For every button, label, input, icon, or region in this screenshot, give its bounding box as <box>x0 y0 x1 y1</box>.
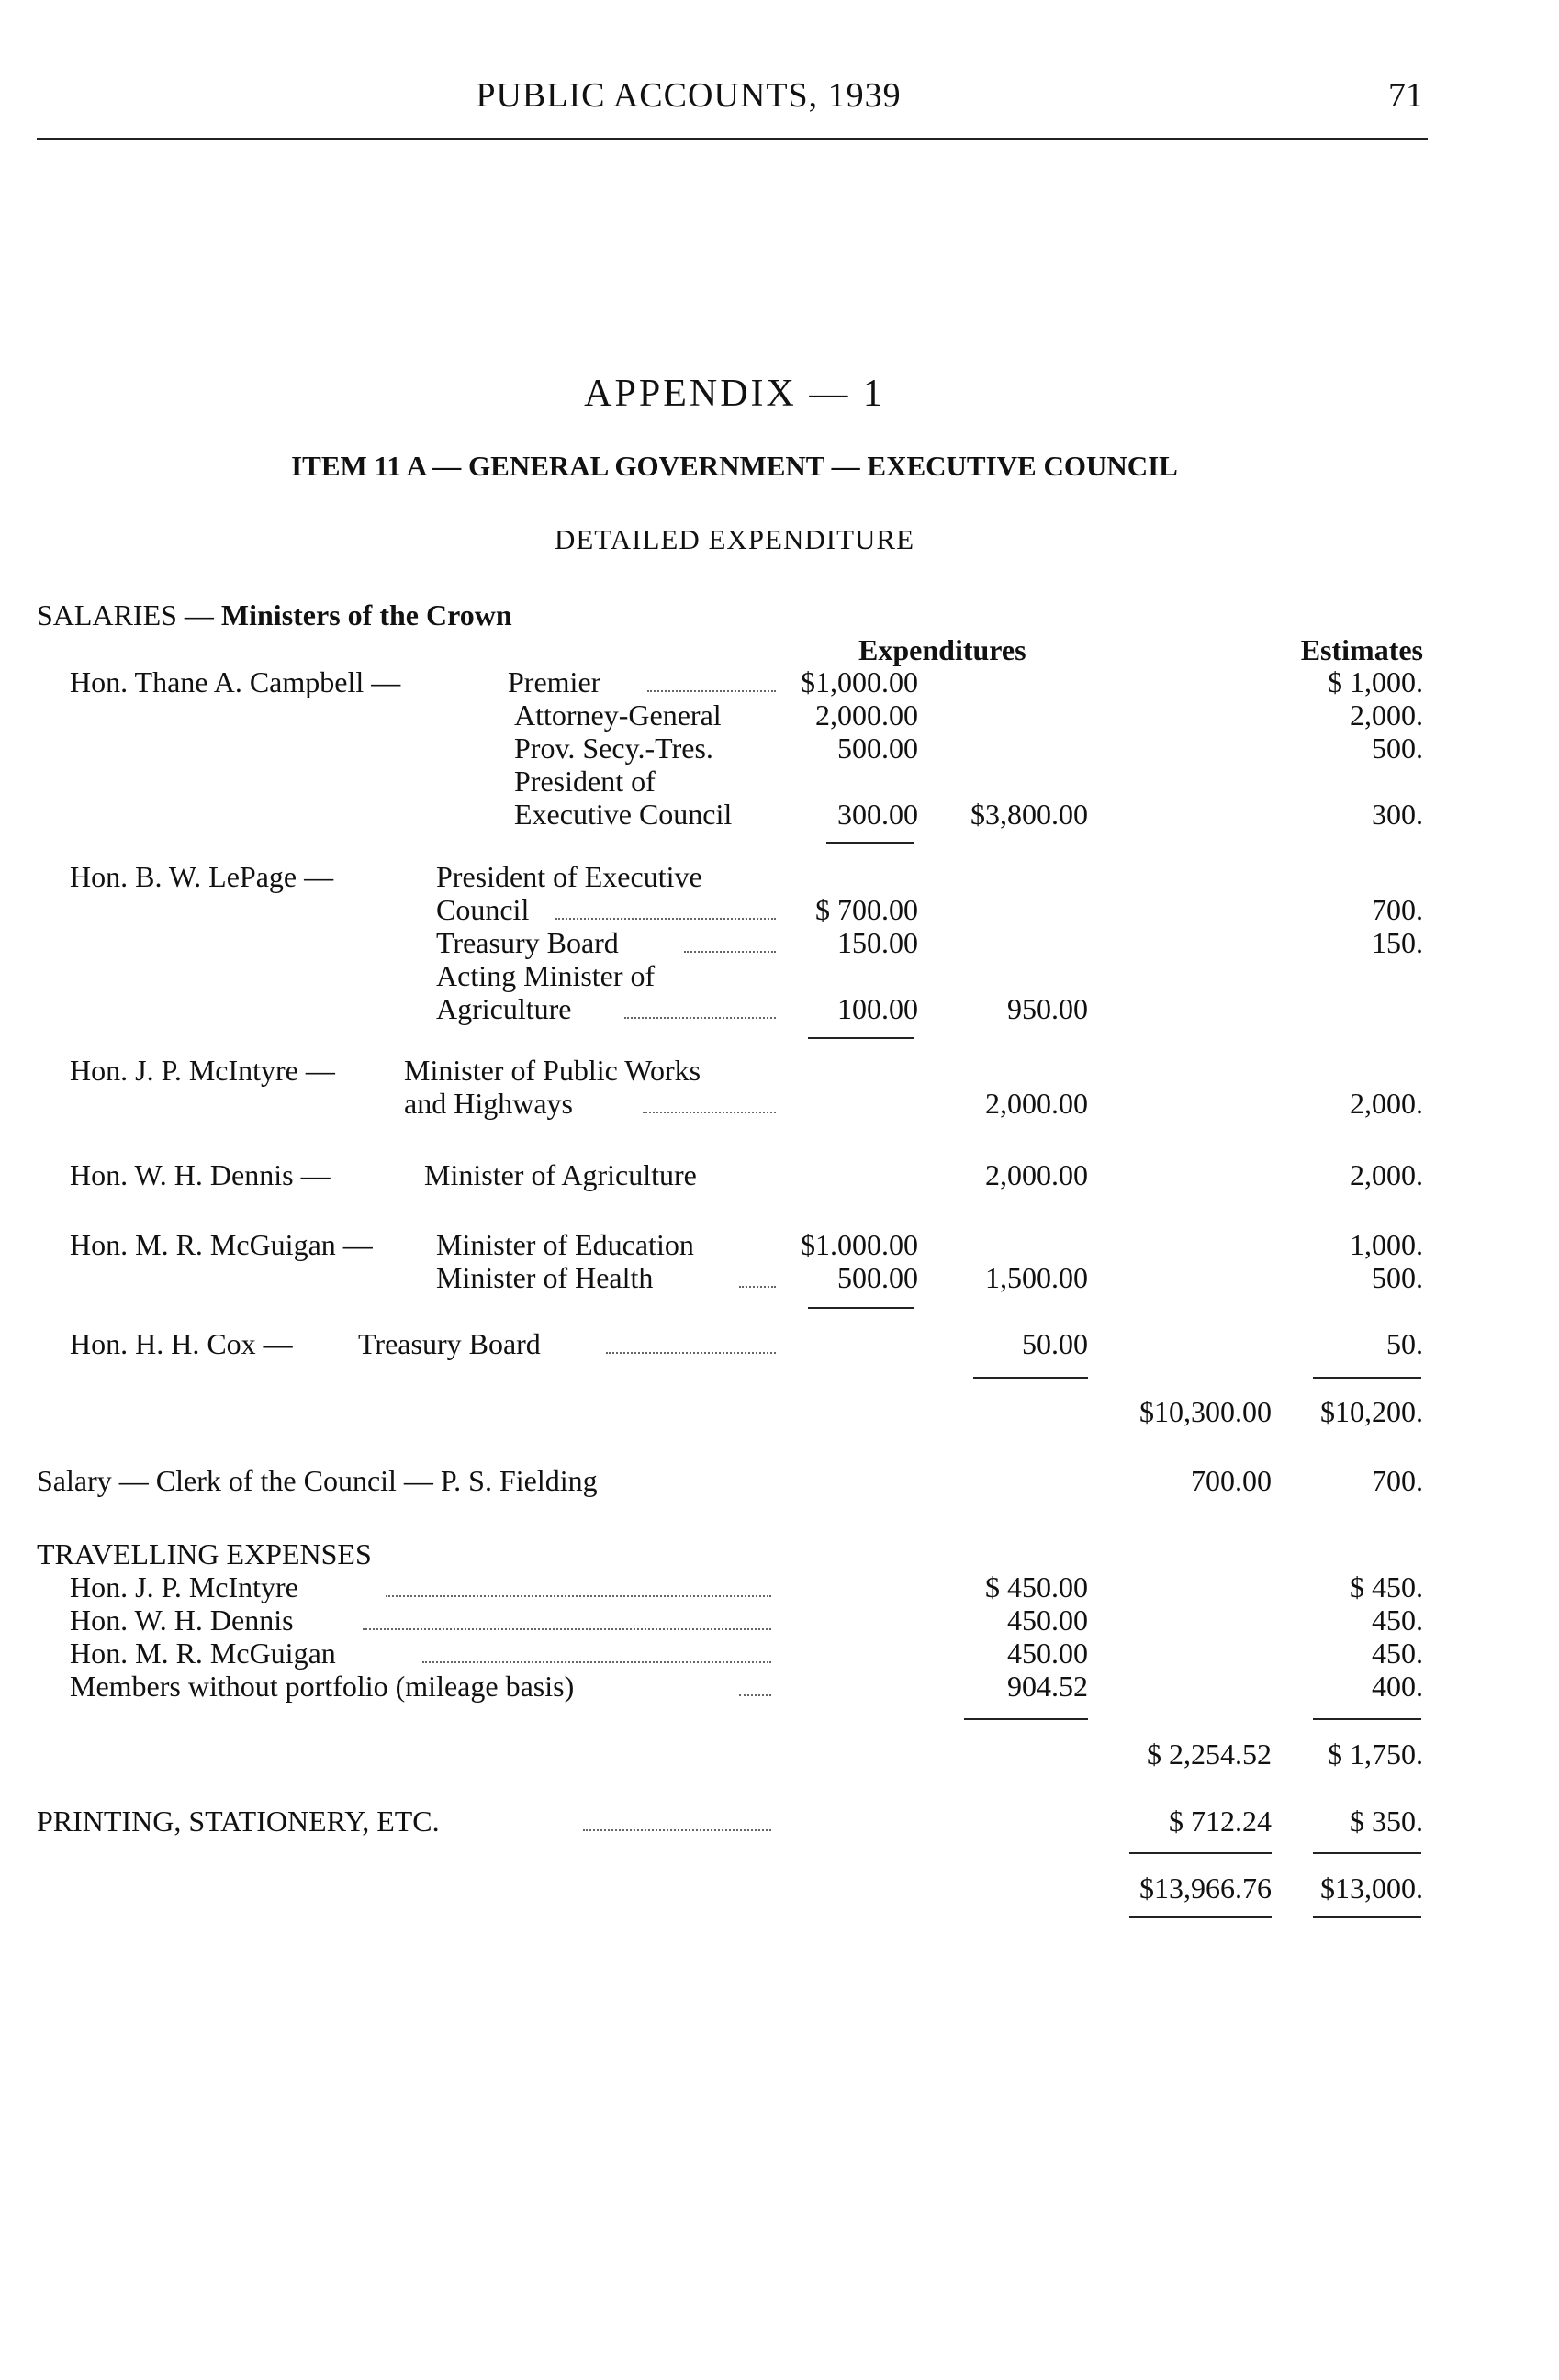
double-rule <box>1129 1916 1272 1918</box>
travelling-row-amount: 904.52 <box>1007 1670 1088 1703</box>
line-label: Minister of Education <box>436 1228 694 1261</box>
leader-dots <box>386 1595 771 1597</box>
leader-dots <box>363 1628 771 1630</box>
salaries-heading-prefix: SALARIES — <box>37 598 214 631</box>
line-amount: 150.00 <box>837 926 918 959</box>
salaries-total: $10,300.00 <box>1139 1395 1272 1428</box>
line-estimate: 2,000. <box>1350 1087 1423 1120</box>
leader-dots <box>422 1661 771 1663</box>
subtotal-amount: 950.00 <box>1007 992 1088 1025</box>
sum-rule <box>1313 1718 1421 1720</box>
line-label: Acting Minister of <box>436 959 656 992</box>
line-estimate: 50. <box>1386 1327 1423 1360</box>
grand-total-estimate: $13,000. <box>1320 1872 1423 1905</box>
travelling-row-amount: $ 450.00 <box>985 1570 1088 1603</box>
line-amount: 2,000.00 <box>815 698 918 732</box>
leader-dots <box>555 918 776 920</box>
travelling-row-estimate: $ 450. <box>1350 1570 1423 1603</box>
travelling-row-label: Hon. W. H. Dennis <box>70 1603 294 1637</box>
running-header-title: PUBLIC ACCOUNTS, 1939 <box>476 76 902 115</box>
minister-name-mcintyre: Hon. J. P. McIntyre — <box>70 1054 335 1087</box>
travelling-heading: TRAVELLING EXPENSES <box>37 1537 372 1570</box>
line-estimate: $ 1,000. <box>1328 665 1423 698</box>
line-label: Minister of Public Works <box>404 1054 701 1087</box>
sum-rule <box>964 1718 1088 1720</box>
leader-dots <box>643 1112 776 1113</box>
line-label: Agriculture <box>436 992 572 1025</box>
minister-name-campbell: Hon. Thane A. Campbell — <box>70 665 401 698</box>
minister-name-dennis: Hon. W. H. Dennis — <box>70 1158 331 1191</box>
sum-rule <box>1313 1852 1421 1854</box>
line-label: President of Executive <box>436 860 702 893</box>
col-header-estimates: Estimates <box>1300 633 1423 666</box>
line-amount: 100.00 <box>837 992 918 1025</box>
line-estimate: 300. <box>1372 798 1423 831</box>
sum-rule <box>1129 1852 1272 1854</box>
line-label: and Highways <box>404 1087 573 1120</box>
minister-name-lepage: Hon. B. W. LePage — <box>70 860 334 893</box>
col-header-expenditures: Expenditures <box>858 633 1026 666</box>
header-rule <box>37 138 1428 140</box>
line-label: Council <box>436 893 530 926</box>
subtotal-amount: 50.00 <box>1022 1327 1088 1360</box>
leader-dots <box>583 1829 771 1831</box>
travelling-row-label: Members without portfolio (mileage basis) <box>70 1670 575 1703</box>
double-rule <box>1313 1916 1421 1918</box>
printing-label: PRINTING, STATIONERY, ETC. <box>37 1805 440 1838</box>
line-label: Attorney-General <box>514 698 722 732</box>
travelling-row-label: Hon. M. R. McGuigan <box>70 1637 336 1670</box>
subtotal-amount: 2,000.00 <box>985 1087 1088 1120</box>
travelling-row-label: Hon. J. P. McIntyre <box>70 1570 298 1603</box>
subtotal-amount: 2,000.00 <box>985 1158 1088 1191</box>
line-estimate: 1,000. <box>1350 1228 1423 1261</box>
line-label: Executive Council <box>514 798 733 831</box>
line-label: Premier <box>508 665 601 698</box>
page-number: 71 <box>1388 76 1423 115</box>
line-amount: 500.00 <box>837 1261 918 1294</box>
clerk-salary-amount: 700.00 <box>1191 1464 1272 1497</box>
leader-dots <box>606 1352 776 1354</box>
line-estimate: 2,000. <box>1350 698 1423 732</box>
travelling-row-estimate: 400. <box>1372 1670 1423 1703</box>
clerk-salary-estimate: 700. <box>1372 1464 1423 1497</box>
sum-rule <box>1313 1377 1421 1379</box>
travelling-row-estimate: 450. <box>1372 1603 1423 1637</box>
printing-amount: $ 712.24 <box>1169 1805 1272 1838</box>
line-label: Treasury Board <box>436 926 619 959</box>
line-amount: 300.00 <box>837 798 918 831</box>
clerk-salary-label: Salary — Clerk of the Council — P. S. Fielding <box>37 1464 598 1497</box>
salaries-heading <box>37 598 512 631</box>
subtotal-amount: 1,500.00 <box>985 1261 1088 1294</box>
line-amount: $1.000.00 <box>801 1228 918 1261</box>
salaries-heading-subject: Ministers of the Crown <box>220 598 512 631</box>
travelling-row-amount: 450.00 <box>1007 1637 1088 1670</box>
line-amount: 500.00 <box>837 732 918 765</box>
line-estimate: 700. <box>1372 893 1423 926</box>
sum-rule <box>808 1307 914 1309</box>
leader-dots <box>739 1694 771 1696</box>
salaries-total-estimate: $10,200. <box>1320 1395 1423 1428</box>
travelling-row-estimate: 450. <box>1372 1637 1423 1670</box>
line-estimate: 500. <box>1372 732 1423 765</box>
line-amount: $ 700.00 <box>815 893 918 926</box>
line-label: Prov. Secy.-Tres. <box>514 732 713 765</box>
travelling-total: $ 2,254.52 <box>1147 1738 1272 1771</box>
line-estimate: 2,000. <box>1350 1158 1423 1191</box>
line-label: Treasury Board <box>358 1327 541 1360</box>
line-amount: $1,000.00 <box>801 665 918 698</box>
line-label: Minister of Agriculture <box>424 1158 697 1191</box>
line-label: President of <box>514 765 656 798</box>
travelling-total-estimate: $ 1,750. <box>1328 1738 1423 1771</box>
travelling-row-amount: 450.00 <box>1007 1603 1088 1637</box>
line-label: Minister of Health <box>436 1261 654 1294</box>
item-title: ITEM 11 A — GENERAL GOVERNMENT — EXECUTIVE COUNCIL <box>291 450 1178 482</box>
appendix-title: APPENDIX — 1 <box>584 373 885 415</box>
sum-rule <box>808 1037 914 1039</box>
printing-estimate: $ 350. <box>1350 1805 1423 1838</box>
grand-total: $13,966.76 <box>1139 1872 1272 1905</box>
sum-rule <box>973 1377 1088 1379</box>
minister-name-cox: Hon. H. H. Cox — <box>70 1327 293 1360</box>
minister-name-mcguigan: Hon. M. R. McGuigan — <box>70 1228 373 1261</box>
line-estimate: 500. <box>1372 1261 1423 1294</box>
sum-rule <box>826 842 914 844</box>
section-subtitle: DETAILED EXPENDITURE <box>554 523 915 555</box>
subtotal-amount: $3,800.00 <box>970 798 1088 831</box>
line-estimate: 150. <box>1372 926 1423 959</box>
